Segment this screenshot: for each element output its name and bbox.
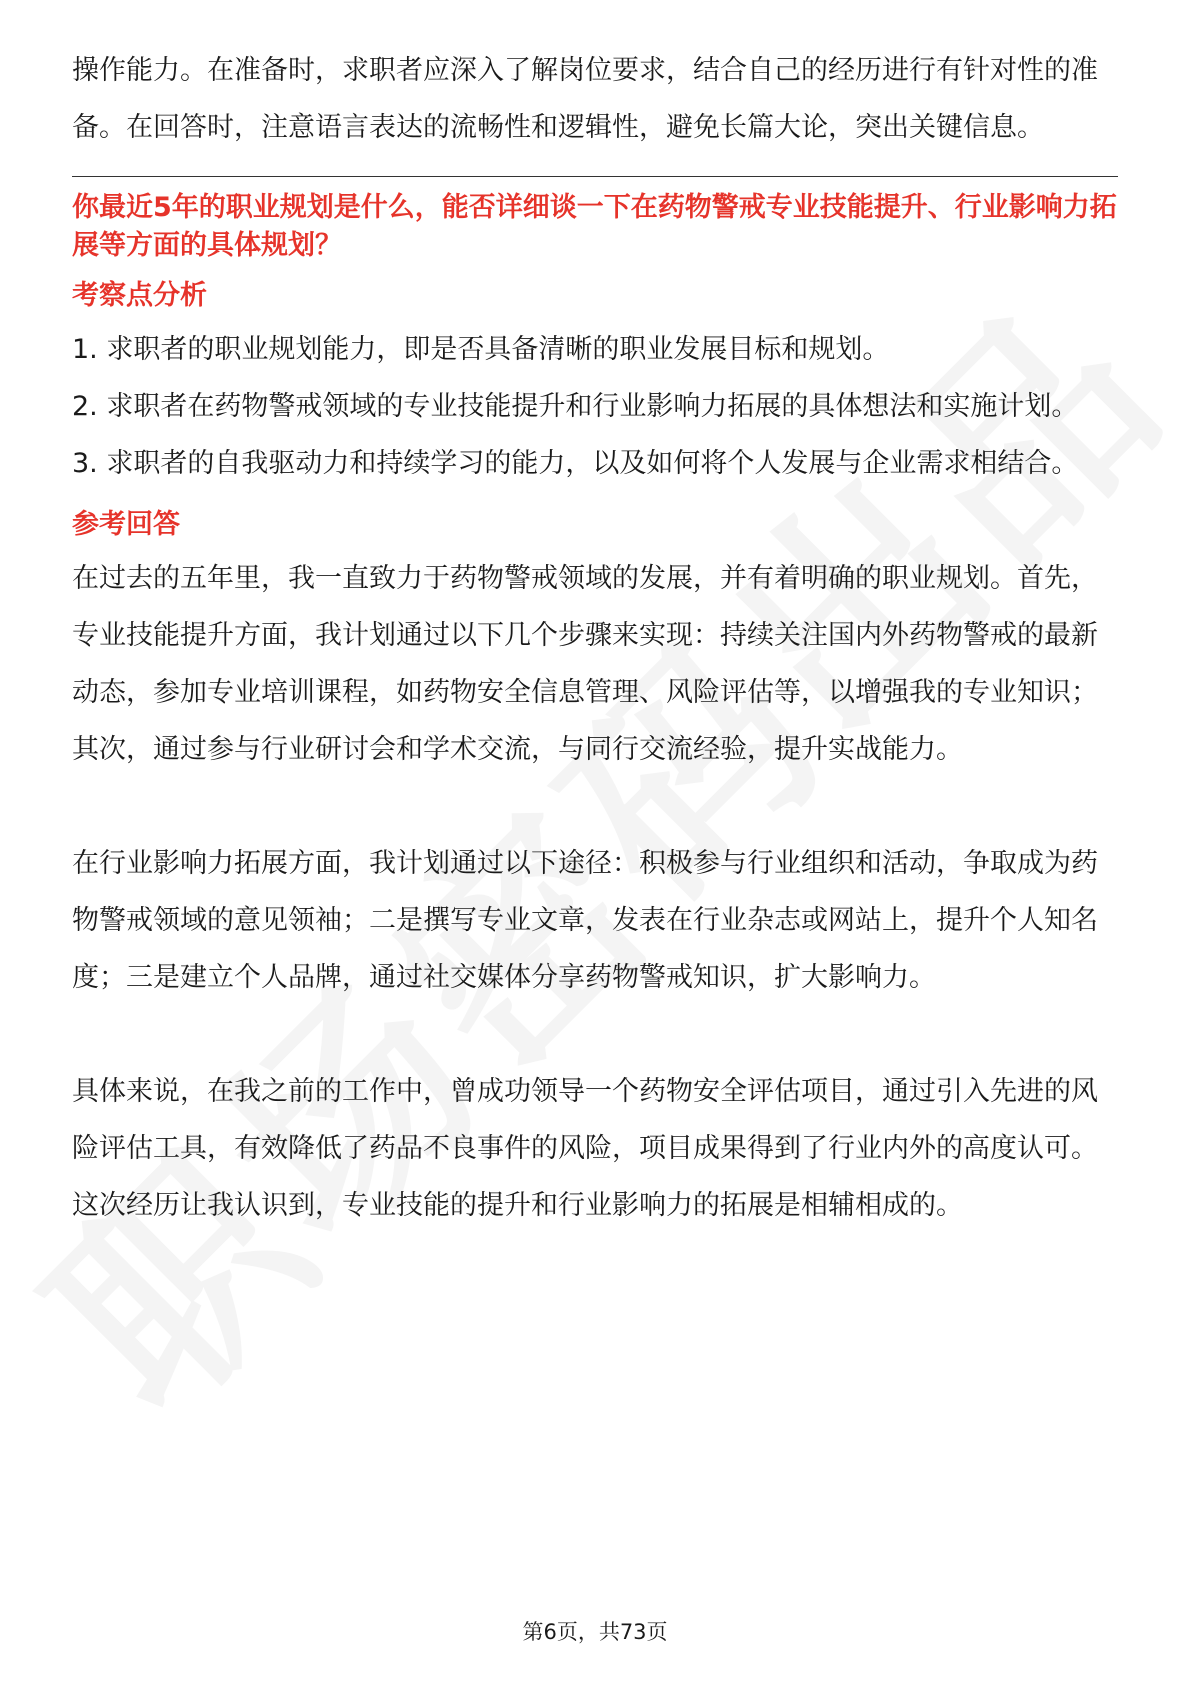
analysis-point-3: 3. 求职者的自我驱动力和持续学习的能力，以及如何将个人发展与企业需求相结合。 bbox=[72, 448, 1079, 479]
analysis-point-1: 1. 求职者的职业规划能力，即是否具备清晰的职业发展目标和规划。 bbox=[72, 334, 890, 365]
reference-paragraph-3: 具体来说，在我之前的工作中，曾成功领导一个药物安全评估项目，通过引入先进的风险评估工具，有效降低了药品不良事件的风险，项目成果得到了行业内外的高度认可。这次经历让我认识到，专业技能的提升和行业影响力的拓展是相辅相成的。 bbox=[72, 1076, 1098, 1221]
page-content bbox=[72, 42, 1118, 1234]
section-divider bbox=[72, 176, 1118, 177]
intro-paragraph: 操作能力。在准备时，求职者应深入了解岗位要求，结合自己的经历进行有针对性的准备。在回答时，注意语言表达的流畅性和逻辑性，避免长篇大论，突出关键信息。 bbox=[72, 55, 1098, 143]
analysis-heading: 考察点分析 bbox=[72, 280, 207, 311]
paragraph-spacer bbox=[72, 778, 1118, 835]
paragraph-spacer bbox=[72, 1006, 1118, 1063]
question-title: 你最近5年的职业规划是什么，能否详细谈一下在药物警戒专业技能提升、行业影响力拓展等方面的具体规划？ bbox=[72, 192, 1117, 261]
reference-paragraph-2: 在行业影响力拓展方面，我计划通过以下途径：积极参与行业组织和活动，争取成为药物警戒领域的意见领袖；二是撰写专业文章，发表在行业杂志或网站上，提升个人知名度；三是建立个人品牌，通过社交媒体分享药物警戒知识，扩大影响力。 bbox=[72, 848, 1098, 993]
reference-heading: 参考回答 bbox=[72, 509, 180, 540]
reference-paragraph-1: 在过去的五年里，我一直致力于药物警戒领域的发展，并有着明确的职业规划。首先，专业技能提升方面，我计划通过以下几个步骤来实现：持续关注国内外药物警戒的最新动态，参加专业培训课程，如药物安全信息管理、风险评估等，以增强我的专业知识；其次，通过参与行业研讨会和学术交流，与同行交流经验，提升实战能力。 bbox=[72, 563, 1098, 765]
analysis-point-2: 2. 求职者在药物警戒领域的专业技能提升和行业影响力拓展的具体想法和实施计划。 bbox=[72, 391, 1079, 422]
page-number: 第6页，共73页 bbox=[522, 1620, 668, 1644]
